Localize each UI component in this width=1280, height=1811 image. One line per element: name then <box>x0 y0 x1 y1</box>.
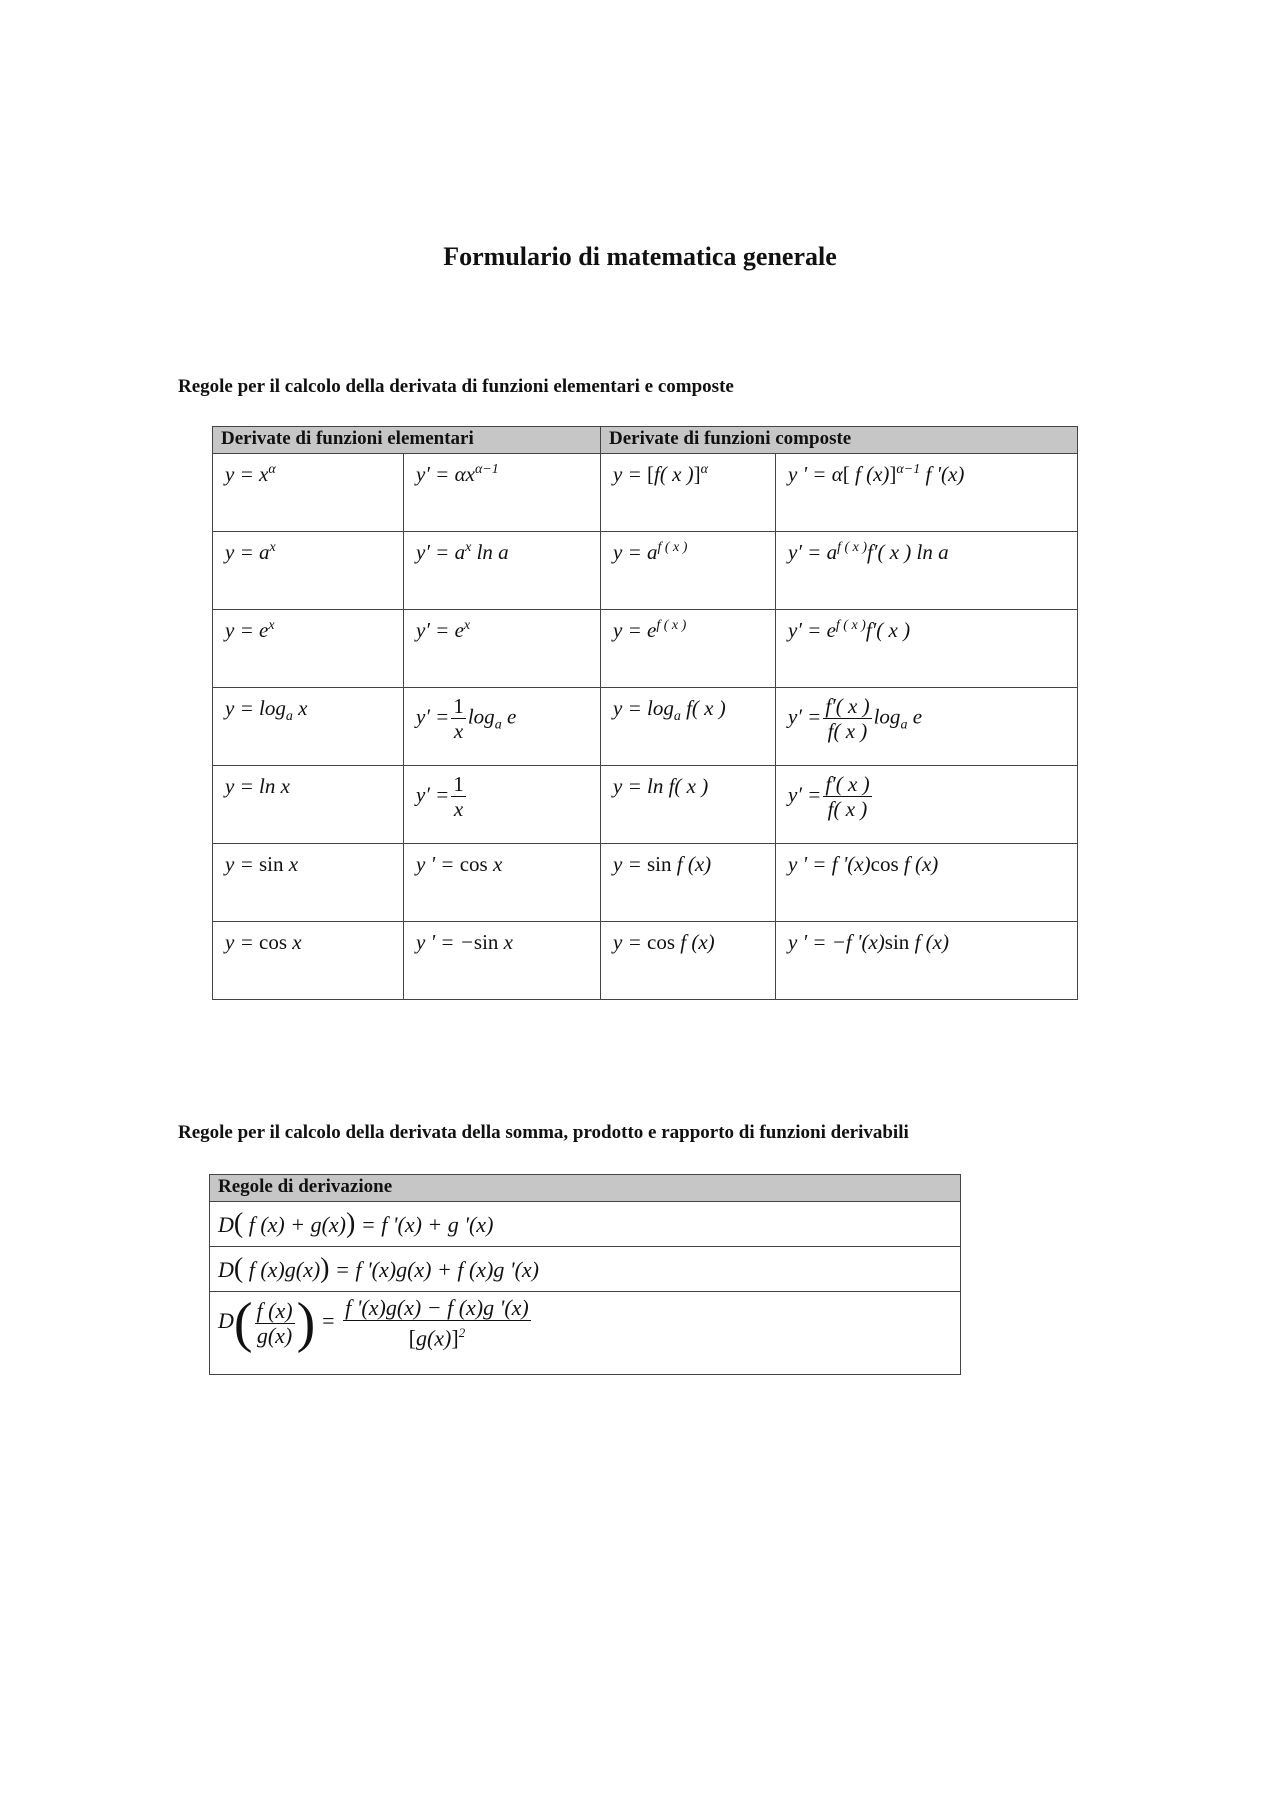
elem-func-cell <box>213 532 404 610</box>
elem-func-cell <box>213 922 404 1000</box>
formula-comp-power: y = [f( x )]$^\alpha$ <box>613 462 709 486</box>
formula-comp-log-a: $y = \log_a f$( x ) <box>613 696 726 725</box>
formula-comp-exp-a: $y = a^{f ( x )}$ <box>613 540 688 564</box>
formula-comp-exp-e: $y = e^{f ( x )}$ <box>613 618 687 642</box>
elem-func-cell <box>213 454 404 532</box>
rule-sum: D( f (x) + g(x)) = f '(x) + g '(x) <box>210 1202 961 1247</box>
comp-deriv-cell <box>776 454 1078 532</box>
formula-comp-ln: y = ln f( x ) <box>613 774 709 798</box>
formula-comp-cos-deriv: y ' = −f '(x)sin f (x) <box>788 930 949 954</box>
elem-func-cell <box>213 844 404 922</box>
formula-cos: y = cos x <box>225 930 302 954</box>
formula-cos-deriv: y ' = −sin x <box>416 930 513 954</box>
comp-deriv-cell <box>776 766 1078 844</box>
formula-ln-deriv: y′ = $\frac{1}{x}$ <box>416 772 464 821</box>
elem-deriv-cell <box>404 922 601 1000</box>
table-header-row <box>210 1175 961 1202</box>
comp-deriv-cell <box>776 532 1078 610</box>
elem-deriv-cell <box>404 532 601 610</box>
header-elementary: Derivate di funzioni elementari <box>213 427 601 454</box>
header-rules: Regole di derivazione <box>210 1175 961 1202</box>
formula-comp-sin-deriv: y ' = f '(x)cos f (x) <box>788 852 939 876</box>
comp-func-cell <box>601 766 776 844</box>
section-heading-derivatives: Regole per il calcolo della derivata di funzioni elementari e composte <box>178 376 734 397</box>
formula-sin-deriv: y ' = cos x <box>416 852 503 876</box>
elem-deriv-cell <box>404 454 601 532</box>
formula-comp-ln-deriv: y′ = $\frac{f'( x )}{f( x )}$ <box>788 772 870 821</box>
formula-sin: y = sin x <box>225 852 299 876</box>
comp-func-cell <box>601 688 776 766</box>
table-row <box>213 454 1078 532</box>
formula-comp-exp-e-deriv: $y' = e^{f ( x )}f'$( x ) <box>788 618 911 642</box>
formula-comp-sin: y = sin f (x) <box>613 852 712 876</box>
formula-comp-cos: y = cos f (x) <box>613 930 715 954</box>
elem-deriv-cell <box>404 610 601 688</box>
table-row <box>210 1292 961 1375</box>
elem-deriv-cell <box>404 688 601 766</box>
formula-exp-e: $y = e^x$ <box>225 618 275 642</box>
comp-func-cell <box>601 922 776 1000</box>
formula-comp-exp-a-deriv: $y' = a^{f ( x )}f'$( x ) ln a <box>788 540 949 564</box>
comp-deriv-cell <box>776 610 1078 688</box>
derivatives-table <box>212 426 1078 1000</box>
comp-deriv-cell <box>776 922 1078 1000</box>
elem-deriv-cell <box>404 766 601 844</box>
table-row <box>213 688 1078 766</box>
table-header-row <box>213 427 1078 454</box>
table-row <box>213 844 1078 922</box>
rules-table <box>209 1174 961 1375</box>
rule-quotient: D( $\frac{f (x)}{g(x)}$ ) = $\frac{f '(x)g(x) - f (x)g '(x)}{[g(x)]^2}$ <box>210 1292 961 1375</box>
table-row <box>210 1202 961 1247</box>
table-row <box>210 1247 961 1292</box>
header-composite: Derivate di funzioni composte <box>601 427 1078 454</box>
comp-func-cell <box>601 610 776 688</box>
comp-func-cell <box>601 844 776 922</box>
comp-deriv-cell <box>776 844 1078 922</box>
formula-exp-a-deriv: $y' = a^x$ ln a <box>416 540 509 564</box>
formula-log-a: $y = \log_a x$ <box>225 696 308 725</box>
table-row <box>213 922 1078 1000</box>
formula-power-deriv: $y' = \alpha x^{\alpha-1}$ <box>416 462 499 486</box>
section-heading-rules: Regole per il calcolo della derivata della somma, prodotto e rapporto di funzioni derivabili <box>178 1122 909 1143</box>
formula-exp-a: $y = a^x$ <box>225 540 276 564</box>
comp-func-cell <box>601 532 776 610</box>
comp-func-cell <box>601 454 776 532</box>
table-row <box>213 766 1078 844</box>
elem-func-cell <box>213 610 404 688</box>
elem-func-cell <box>213 688 404 766</box>
formula-ln: y = ln x <box>225 774 290 798</box>
table-row <box>213 610 1078 688</box>
formula-comp-power-deriv: y ' = α[ f (x)]$^{\alpha-1}$ f '(x) <box>788 462 965 486</box>
formula-exp-e-deriv: $y' = e^x$ <box>416 618 471 642</box>
table-row <box>213 532 1078 610</box>
formula-comp-log-a-deriv: y′ = $\frac{f'( x )}{f( x )}$ $\log_a e$ <box>788 694 923 743</box>
rule-product: D( f (x)g(x)) = f '(x)g(x) + f (x)g '(x) <box>210 1247 961 1292</box>
comp-deriv-cell <box>776 688 1078 766</box>
elem-deriv-cell <box>404 844 601 922</box>
elem-func-cell <box>213 766 404 844</box>
formula-log-a-deriv: y′ = $\frac{1}{x}$ $\log_a e$ <box>416 694 517 743</box>
formula-power: $y = x^\alpha$ <box>225 462 276 486</box>
page-title: Formulario di matematica generale <box>443 242 837 271</box>
